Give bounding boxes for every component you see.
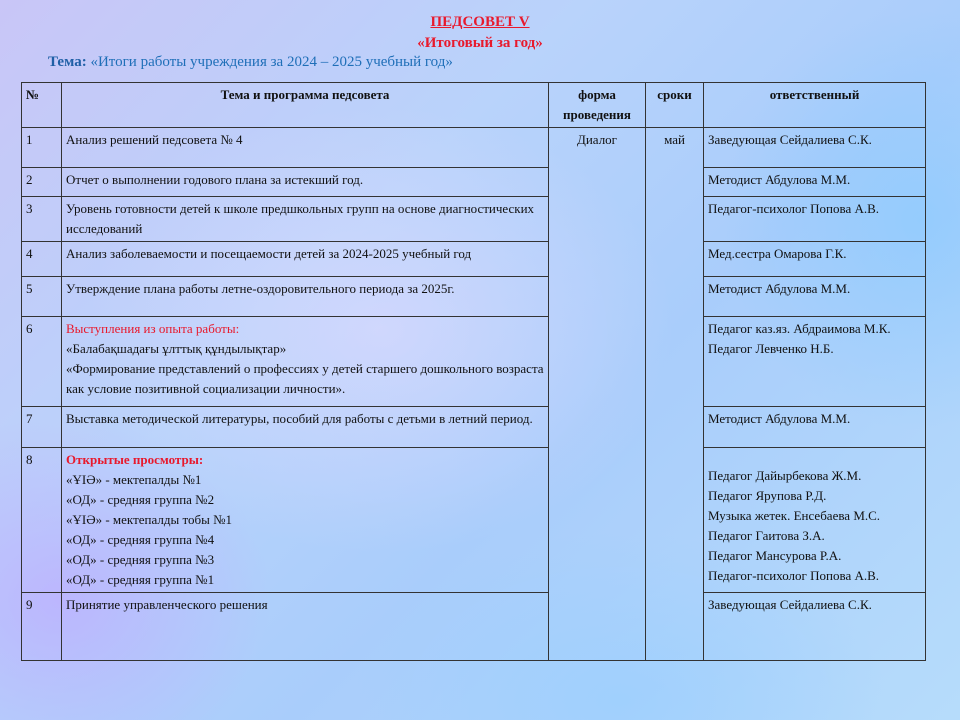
table-header-row [22,83,926,128]
meeting-topic [48,54,453,71]
row-topic-line: «ОД» - средняя группа №2 [66,492,215,507]
row-topic: Уровень готовности детей к школе предшкольных групп на основе диагностических исследований [62,197,549,242]
header-responsible: ответственный [704,83,926,128]
topic-label: Тема: [48,54,87,70]
row-responsible: Методист Абдулова М.М. [704,277,926,317]
row-topic: Анализ заболеваемости и посещаемости детей за 2024-2025 учебный год [62,242,549,277]
header-form-line1: форма [578,87,616,102]
responsible-line: Педагог Дайырбекова Ж.М. [708,468,862,483]
header-num: № [22,83,62,128]
row-num: 6 [22,317,62,407]
header-term: сроки [646,83,704,128]
responsible-line: Музыка жетек. Енсебаева М.С. [708,508,881,523]
term-cell: май [646,128,704,661]
row-responsible: Заведующая Сейдалиева С.К. [704,128,926,168]
responsible-line: Педагог каз.яз. Абдраимова М.К. [708,321,891,336]
meeting-title: ПЕДСОВЕТ V [430,14,530,30]
row-num: 7 [22,407,62,448]
meeting-plan-table [21,82,926,661]
row-topic: Утверждение плана работы летне-оздоровительного периода за 2025г. [62,277,549,317]
row-topic: Отчет о выполнении годового плана за истекший год. [62,168,549,197]
responsible-line: Педагог Мансурова Р.А. [708,548,842,563]
row-num: 4 [22,242,62,277]
row-num: 2 [22,168,62,197]
table-row [22,317,926,407]
row-num: 9 [22,593,62,661]
row-num: 8 [22,448,62,593]
row-topic-line: «ОД» - средняя группа №1 [66,572,215,587]
table-row [22,277,926,317]
row-topic-heading: Открытые просмотры: [66,452,204,467]
row-topic [62,448,549,593]
row-topic-line: «ҰІӘ» - мектепалды тобы №1 [66,512,232,527]
row-topic: Выставка методической литературы, пособий для работы с детьми в летний период. [62,407,549,448]
table-row [22,242,926,277]
table-row [22,197,926,242]
row-num: 1 [22,128,62,168]
meeting-subtitle: «Итоговый за год» [417,35,543,51]
row-topic-line: «Балабақшадағы ұлттық құндылықтар» [66,341,287,356]
responsible-line: Педагог-психолог Попова А.В. [708,568,880,583]
form-cell: Диалог [549,128,646,661]
row-topic: Анализ решений педсовета № 4 [62,128,549,168]
header-form-line2: проведения [563,107,631,122]
row-responsible [704,317,926,407]
table-row [22,407,926,448]
table-row [22,128,926,168]
row-topic [62,317,549,407]
row-num: 3 [22,197,62,242]
row-num: 5 [22,277,62,317]
header-topic: Тема и программа педсовета [62,83,549,128]
table-row [22,593,926,661]
header-form [549,83,646,128]
row-topic-line: «ОД» - средняя группа №4 [66,532,215,547]
row-responsible: Заведующая Сейдалиева С.К. [704,593,926,661]
row-responsible: Методист Абдулова М.М. [704,407,926,448]
topic-value: «Итоги работы учреждения за 2024 – 2025 учебный год» [90,54,453,70]
row-topic-line: «Формирование представлений о профессиях у детей старшего дошкольного возраста как условие позитивной социализации личности». [66,361,544,396]
row-responsible [704,448,926,593]
table-row [22,168,926,197]
row-responsible: Мед.сестра Омарова Г.К. [704,242,926,277]
responsible-line: Педагог Гаитова З.А. [708,528,825,543]
row-topic-line: «ОД» - средняя группа №3 [66,552,215,567]
row-responsible: Педагог-психолог Попова А.В. [704,197,926,242]
row-topic: Принятие управленческого решения [62,593,549,661]
table-row [22,448,926,593]
row-topic-heading: Выступления из опыта работы: [66,321,240,336]
row-topic-line: «ҰІӘ» - мектепалды №1 [66,472,202,487]
row-responsible: Методист Абдулова М.М. [704,168,926,197]
responsible-line: Педагог Ярупова Р.Д. [708,488,827,503]
responsible-line: Педагог Левченко Н.Б. [708,341,834,356]
